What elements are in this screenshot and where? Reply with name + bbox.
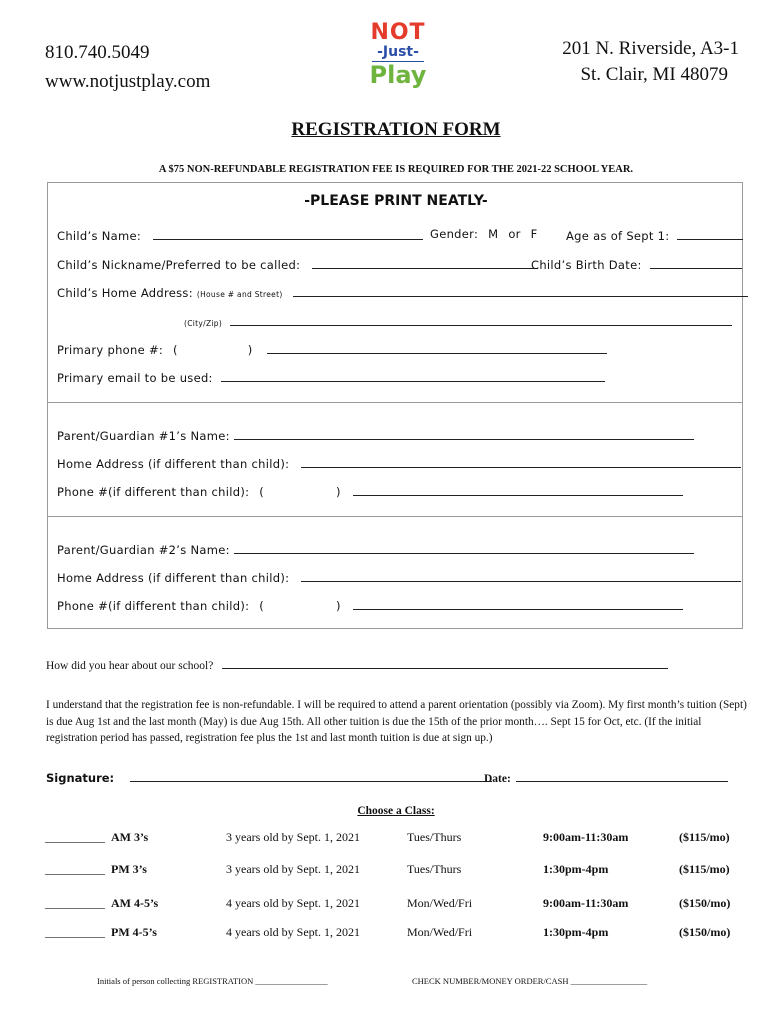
- gender-or-text: or: [508, 227, 521, 241]
- guardian1-paren-open: (: [259, 485, 265, 499]
- initials-label: Initials of person collecting REGISTRATION: [97, 976, 254, 986]
- class-name: PM 4-5’s: [111, 925, 157, 939]
- primary-email-field[interactable]: [221, 369, 605, 382]
- choose-class-heading: Choose a Class:: [357, 805, 435, 817]
- guardian2-area-code-field[interactable]: [268, 598, 332, 610]
- guardian2-phone-field[interactable]: [353, 597, 683, 610]
- page-title: REGISTRATION FORM: [291, 119, 501, 140]
- class-time: 1:30pm-4pm: [543, 925, 609, 939]
- area-code-field[interactable]: [182, 342, 244, 354]
- class-select-blank[interactable]: __________: [45, 896, 105, 910]
- gender-f-option[interactable]: F: [530, 227, 538, 241]
- fee-notice: A $75 NON-REFUNDABLE REGISTRATION FEE IS REQUIRED FOR THE 2021-22 SCHOOL YEAR.: [158, 164, 634, 175]
- age-field[interactable]: [677, 227, 743, 240]
- class-price: ($150/mo): [679, 896, 731, 910]
- class-time: 1:30pm-4pm: [543, 862, 609, 876]
- guardian2-phone-label: Phone #(if different than child):: [57, 599, 250, 613]
- date-label: Date:: [484, 773, 511, 785]
- street-hint: (House # and Street): [196, 290, 283, 299]
- class-select-blank[interactable]: __________: [45, 830, 105, 844]
- class-time: 9:00am-11:30am: [543, 830, 629, 844]
- primary-phone-field[interactable]: [267, 341, 607, 354]
- class-days: Tues/Thurs: [407, 830, 462, 844]
- class-price: ($115/mo): [679, 862, 730, 876]
- class-price: ($150/mo): [679, 925, 731, 939]
- logo: [368, 22, 428, 94]
- agreement-text: I understand that the registration fee is non-refundable. I will be required to attend a parent orientation (possibly via Zoom). My first month’s tuition (Sept) is due Aug 1st and the last month (May) is due Aug 15th. All other tuition is due the 15th of the prior month…. Sept 15 for Oct, etc. (If the initial registration period has passed, registration fee plus the 1st and last month tuition is due at sign up.): [46, 699, 747, 744]
- guardian2-section: [47, 516, 743, 629]
- class-select-blank[interactable]: __________: [45, 925, 105, 939]
- gender-m-option[interactable]: M: [488, 227, 499, 241]
- class-time: 9:00am-11:30am: [543, 896, 629, 910]
- payment-label: CHECK NUMBER/MONEY ORDER/CASH: [412, 976, 569, 986]
- payment-field[interactable]: __________________: [570, 976, 648, 986]
- hear-about-field[interactable]: [222, 656, 668, 669]
- signature-field[interactable]: [130, 769, 492, 782]
- child-name-field[interactable]: [153, 227, 423, 240]
- nickname-label: Child’s Nickname/Preferred to be called:: [57, 258, 301, 272]
- age-label: Age as of Sept 1:: [566, 229, 670, 243]
- class-name: AM 3’s: [111, 830, 149, 844]
- gender-label: Gender:: [430, 227, 479, 241]
- logo-not: NOT: [370, 20, 426, 45]
- guardian2-paren-open: (: [259, 599, 265, 613]
- street-field[interactable]: [293, 284, 748, 297]
- guardian2-name-label: Parent/Guardian #2’s Name:: [57, 543, 230, 557]
- class-age-requirement: 4 years old by Sept. 1, 2021: [226, 896, 360, 910]
- class-age-requirement: 3 years old by Sept. 1, 2021: [226, 862, 360, 876]
- guardian1-paren-close: ): [336, 485, 341, 499]
- phone-paren-open: (: [173, 343, 178, 357]
- home-address-label: Child’s Home Address:: [57, 286, 193, 300]
- guardian2-paren-close: ): [336, 599, 341, 613]
- birth-date-field[interactable]: [650, 256, 742, 269]
- phone-paren-close: ): [247, 343, 253, 357]
- address-line2: St. Clair, MI 48079: [580, 64, 728, 85]
- class-name: PM 3’s: [111, 862, 147, 876]
- guardian2-address-field[interactable]: [301, 569, 741, 582]
- logo-play: Play: [369, 61, 427, 89]
- date-field[interactable]: [516, 769, 728, 782]
- guardian1-area-code-field[interactable]: [268, 484, 332, 496]
- initials-field[interactable]: _________________: [255, 976, 328, 986]
- primary-email-label: Primary email to be used:: [57, 371, 213, 385]
- guardian1-address-label: Home Address (if different than child):: [57, 457, 290, 471]
- signature-label: Signature:: [46, 771, 115, 785]
- guardian1-name-label: Parent/Guardian #1’s Name:: [57, 429, 230, 443]
- hear-about-label: How did you hear about our school?: [46, 660, 214, 672]
- guardian1-section: [47, 402, 743, 517]
- logo-just: -Just-: [377, 44, 419, 60]
- class-days: Mon/Wed/Fri: [407, 925, 473, 939]
- child-name-label: Child’s Name:: [57, 229, 142, 243]
- primary-phone-label: Primary phone #:: [57, 343, 164, 357]
- address-line1: 201 N. Riverside, A3-1: [562, 38, 739, 59]
- guardian1-name-field[interactable]: [234, 427, 694, 440]
- class-name: AM 4-5’s: [111, 896, 159, 910]
- class-select-blank[interactable]: __________: [45, 862, 105, 876]
- nickname-field[interactable]: [312, 256, 538, 269]
- guardian2-name-field[interactable]: [234, 541, 694, 554]
- class-age-requirement: 3 years old by Sept. 1, 2021: [226, 830, 360, 844]
- child-info-section: [47, 182, 743, 403]
- guardian1-phone-field[interactable]: [353, 483, 683, 496]
- phone-number: 810.740.5049: [45, 42, 150, 63]
- class-price: ($115/mo): [679, 830, 730, 844]
- website: www.notjustplay.com: [45, 71, 211, 92]
- birth-date-label: Child’s Birth Date:: [531, 258, 642, 272]
- guardian1-address-field[interactable]: [301, 455, 741, 468]
- class-days: Tues/Thurs: [407, 862, 462, 876]
- guardian1-phone-label: Phone #(if different than child):: [57, 485, 250, 499]
- class-age-requirement: 4 years old by Sept. 1, 2021: [226, 925, 360, 939]
- guardian2-address-label: Home Address (if different than child):: [57, 571, 290, 585]
- city-hint: (City/Zip): [184, 319, 223, 328]
- city-field[interactable]: [230, 313, 732, 326]
- print-neatly-heading: -PLEASE PRINT NEATLY-: [304, 193, 488, 209]
- class-days: Mon/Wed/Fri: [407, 896, 473, 910]
